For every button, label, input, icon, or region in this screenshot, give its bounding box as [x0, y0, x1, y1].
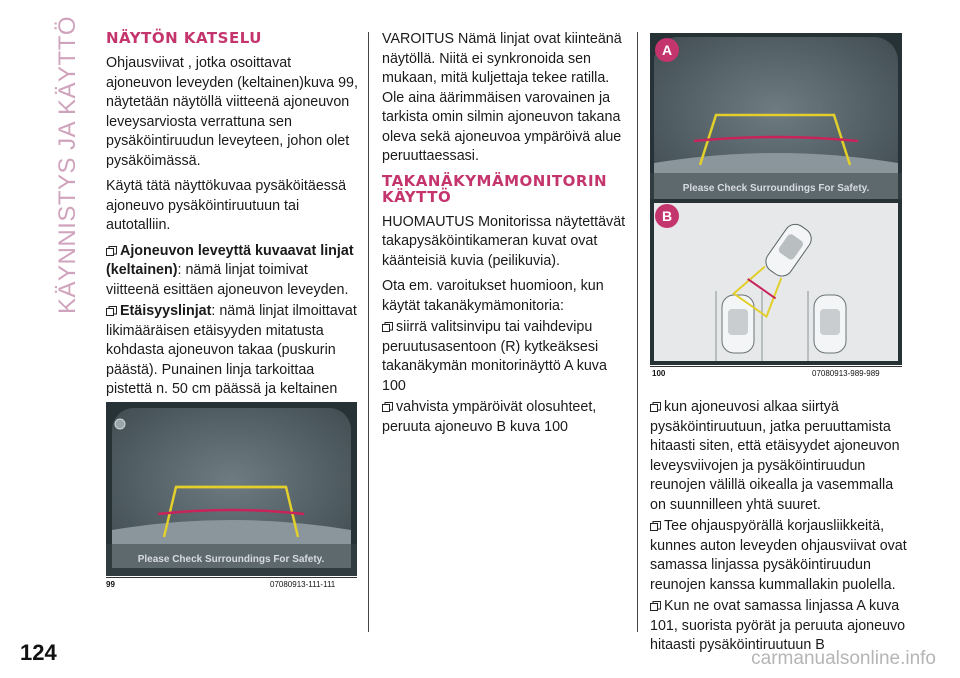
- warning-paragraph: VAROITUS Nämä linjat ovat kiinteänä näytöllä. Niitä ei synkronoida sen mukaan, mitä kuljettaja tekee ratilla. Ole aina äärimmäisen varovainen ja tarkista omin silmin ajoneuvon takana oleva sekä ajoneuvoa ympäröivä alue peruuttaessasi.: [382, 31, 622, 164]
- column-middle: [382, 30, 634, 443]
- checkbox-bullet-icon: [650, 521, 661, 531]
- figure-99-rear-camera-screen: [106, 402, 357, 576]
- list-item: [382, 398, 634, 437]
- watermark: carmanualsonline.info: [751, 648, 936, 669]
- paragraph: Käytä tätä näyttökuvaa pysäköitäessä ajoneuvo pysäköintiruutuun tai autotalliin.: [106, 178, 347, 233]
- panel-label-a: A: [661, 42, 673, 58]
- figure-99-number: 99: [106, 580, 115, 589]
- figure-100-parking-illustration: [650, 33, 902, 365]
- list-item: [382, 318, 634, 396]
- checkbox-bullet-icon: [106, 246, 117, 256]
- column-divider: [637, 32, 638, 632]
- list-item: [650, 517, 908, 595]
- list-item: [650, 398, 908, 515]
- figure-99-code: 07080913-111-111: [270, 580, 336, 589]
- list-item-text: siirrä valitsinvipu tai vaihdevipu peruutusasentoon (R) kytkeäksesi takanäkymän monitorinäyttö A kuva 100: [382, 319, 607, 394]
- parking-illustration-image: [650, 33, 902, 365]
- chapter-title-text: KÄYNNISTYS JA KÄYTTÖ: [54, 15, 82, 315]
- list-item-text: : nämä linjat toimivat viitteenä esittäen ajoneuvon leveyden.: [106, 262, 349, 298]
- figure-caption-rule: [650, 366, 902, 367]
- figure-banner-text: Please Check Surroundings For Safety.: [137, 554, 325, 565]
- checkbox-bullet-icon: [650, 601, 661, 611]
- list-item: [106, 242, 361, 301]
- section-heading-screen-view: NÄYTÖN KATSELU: [106, 29, 262, 47]
- figure-caption-rule: [106, 577, 357, 578]
- list-item-bold: Ajoneuvon leveyttä kuvaavat linjat (keltainen): [106, 242, 354, 278]
- page-number: 124: [20, 640, 57, 665]
- chapter-side-title: [48, 15, 88, 315]
- list-item-bold: Etäisyyslinjat: [120, 303, 212, 319]
- list-item-text: Kun ne ovat samassa linjassa A kuva 101, suorista pyörät ja peruuta ajoneuvo hitaasti pysäköintiruutuun B: [650, 598, 906, 653]
- list-item-text: : nämä linjat ilmoittavat likimääräisen etäisyyden mitatusta kohdasta ajoneuvon takaa (puskurin päästä). Punainen linja tarkoittaa pistettä n. 50 cm päässä ja keltainen: [106, 303, 357, 397]
- checkbox-bullet-icon: [650, 402, 661, 412]
- list-item-text: kun ajoneuvosi alkaa siirtyä pysäköintiruutuun, jatka peruuttamista hitaasti siten, että etäisyydet ajoneuvon leveysviivojen ja pysäköintiruudun reunojen välillä oikealla ja vasemmalla on suunnilleen yhtä suuret.: [650, 399, 900, 513]
- figure-banner-text: Please Check Surroundings For Safety.: [682, 183, 870, 194]
- checkbox-bullet-icon: [382, 322, 393, 332]
- figure-100-code: 07080913-989-989: [812, 369, 880, 378]
- section-heading-rear-view-monitor: TAKANÄKYMÄMONITORIN KÄYTTÖ: [382, 171, 608, 206]
- list-item: [650, 597, 908, 656]
- list-item-text: vahvista ympäröivät olosuhteet, peruuta ajoneuvo B kuva 100: [382, 399, 597, 435]
- checkbox-bullet-icon: [106, 306, 117, 316]
- rear-camera-screen-image: [106, 402, 357, 576]
- note-paragraph: HUOMAUTUS Monitorissa näytettävät takapysäköintikameran kuvat ovat käänteisiä kuvia (peilikuvia).: [382, 213, 626, 269]
- figure-100-number: 100: [652, 369, 666, 378]
- column-right: [650, 398, 908, 662]
- paragraph: Ota em. varoitukset huomioon, kun käytät takanäkymämonitoria:: [382, 278, 604, 314]
- column-divider: [368, 32, 369, 632]
- column-left: [106, 30, 361, 445]
- panel-label-b: B: [661, 208, 673, 224]
- list-item-text: Tee ohjauspyörällä korjausliikkeitä, kunnes auton leveyden ohjausviivat ovat samassa linjassa pysäköintiruudun reunojen kanssa kummallakin puolella.: [650, 518, 907, 593]
- paragraph: Ohjausviivat , jotka osoittavat ajoneuvon leveyden (keltainen)kuva 99, näytetään näytöllä viitteenä ajoneuvon leveysarviosta verrattuna sen pysäköintiruudun leveyteen, johon olet pysäköimässä.: [106, 55, 358, 169]
- checkbox-bullet-icon: [382, 402, 393, 412]
